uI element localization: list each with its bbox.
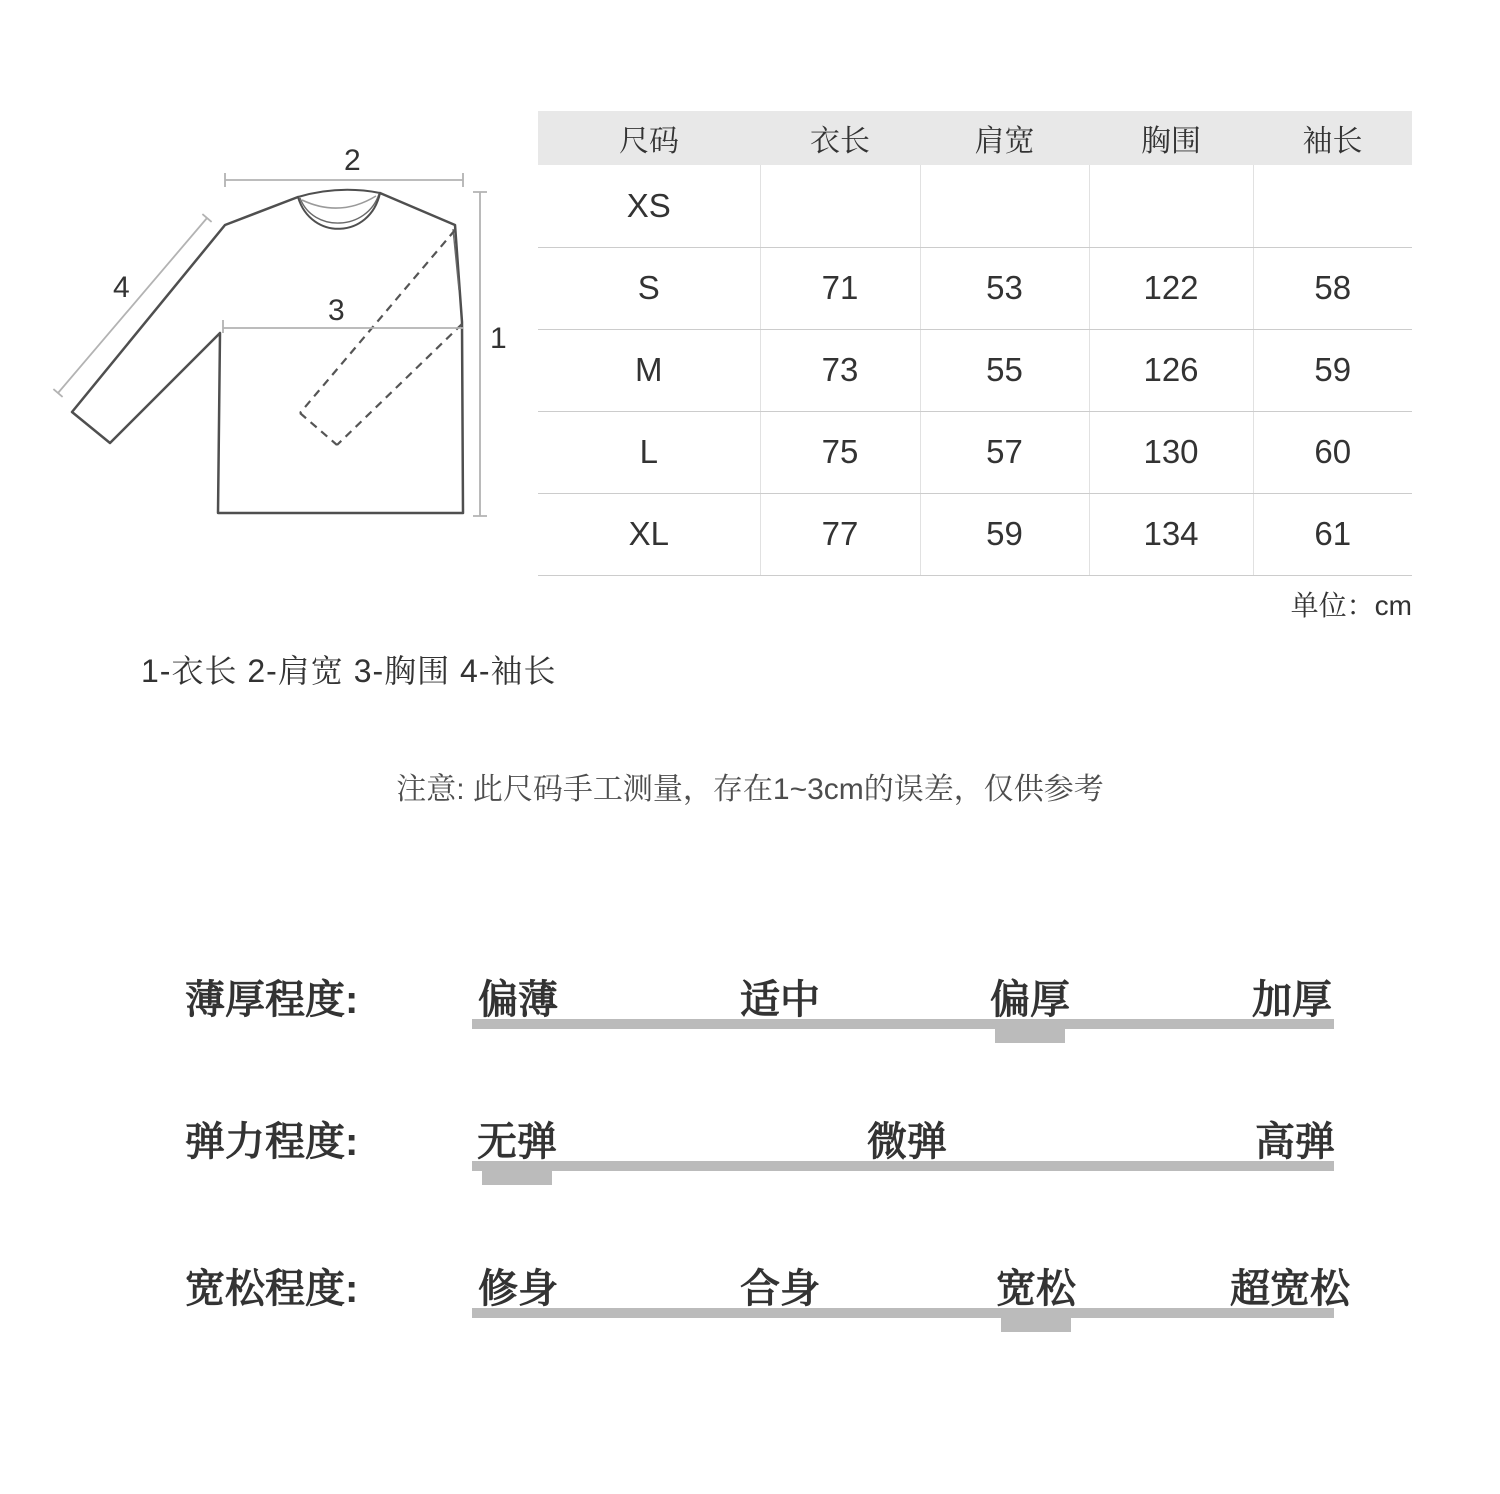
table-row-l — [538, 411, 1412, 493]
size-table — [538, 111, 1412, 576]
attr-label-elasticity: 弹力程度: — [185, 1120, 359, 1164]
folded-sleeve-cuff — [300, 413, 337, 445]
size-cell: S — [538, 247, 760, 329]
table-row-s — [538, 247, 1412, 329]
value-cell: 57 — [920, 411, 1089, 493]
folded-sleeve-upper-edge — [300, 230, 455, 413]
shirt-diagram — [50, 140, 520, 560]
measure-mark-2: 2 — [344, 144, 361, 177]
attr-option: 微弹 — [867, 1120, 947, 1164]
value-cell: 55 — [920, 329, 1089, 411]
col-header-length: 衣长 — [760, 111, 920, 165]
table-row-m — [538, 329, 1412, 411]
value-cell: 75 — [760, 411, 920, 493]
attr-option-selected: 宽松 — [996, 1267, 1076, 1311]
measure-line-sleeve — [53, 214, 211, 397]
value-cell: 134 — [1089, 493, 1253, 575]
measure-mark-1: 1 — [490, 322, 507, 355]
shirt-outline — [72, 193, 463, 513]
attr-scale-bar — [472, 1019, 1334, 1029]
value-cell: 122 — [1089, 247, 1253, 329]
col-header-size: 尺码 — [538, 111, 760, 165]
value-cell: 130 — [1089, 411, 1253, 493]
collar-top-line — [298, 190, 380, 197]
value-cell — [920, 165, 1089, 247]
attr-option: 高弹 — [1255, 1120, 1335, 1164]
diagram-legend: 1-衣长 2-肩宽 3-胸围 4-袖长 — [141, 653, 557, 689]
value-cell — [1253, 165, 1412, 247]
value-cell: 126 — [1089, 329, 1253, 411]
unit-note: 单位：cm — [1290, 590, 1412, 621]
size-cell: XS — [538, 165, 760, 247]
attr-option: 加厚 — [1252, 978, 1332, 1022]
col-header-sleeve: 袖长 — [1253, 111, 1412, 165]
attr-row-thickness — [0, 975, 1500, 1055]
table-row-xl — [538, 493, 1412, 575]
attr-row-looseness — [0, 1264, 1500, 1344]
attr-selected-marker — [1001, 1318, 1071, 1332]
attr-selected-marker — [995, 1029, 1065, 1043]
value-cell — [1089, 165, 1253, 247]
size-table-header-row — [538, 111, 1412, 165]
attr-option: 合身 — [740, 1267, 820, 1311]
size-cell: XL — [538, 493, 760, 575]
col-header-shoulder: 肩宽 — [920, 111, 1089, 165]
table-row-xs — [538, 165, 1412, 247]
attr-row-elasticity — [0, 1117, 1500, 1197]
col-header-chest: 胸围 — [1089, 111, 1253, 165]
value-cell: 73 — [760, 329, 920, 411]
measure-line-length — [473, 192, 487, 516]
attr-option-selected: 偏厚 — [990, 978, 1070, 1022]
measure-mark-3: 3 — [328, 294, 345, 327]
value-cell: 58 — [1253, 247, 1412, 329]
attr-selected-marker — [482, 1171, 552, 1185]
attr-option: 修身 — [478, 1267, 558, 1311]
value-cell: 53 — [920, 247, 1089, 329]
size-cell: L — [538, 411, 760, 493]
size-cell: M — [538, 329, 760, 411]
value-cell: 71 — [760, 247, 920, 329]
value-cell: 59 — [1253, 329, 1412, 411]
value-cell — [760, 165, 920, 247]
attr-option-selected: 无弹 — [477, 1120, 557, 1164]
value-cell: 60 — [1253, 411, 1412, 493]
attr-option: 偏薄 — [478, 978, 558, 1022]
attr-label-thickness: 薄厚程度: — [185, 978, 359, 1022]
attr-option: 适中 — [740, 978, 820, 1022]
collar-inner-seam — [302, 196, 376, 208]
attr-scale-bar — [472, 1308, 1334, 1318]
attr-label-looseness: 宽松程度: — [185, 1267, 359, 1311]
attr-option: 超宽松 — [1230, 1267, 1350, 1311]
value-cell: 61 — [1253, 493, 1412, 575]
value-cell: 77 — [760, 493, 920, 575]
folded-sleeve-lower-edge — [337, 324, 462, 445]
measurement-disclaimer: 注意: 此尺码手工测量，存在1~3cm的误差，仅供参考 — [396, 773, 1104, 806]
measure-mark-4: 4 — [113, 271, 130, 304]
value-cell: 59 — [920, 493, 1089, 575]
